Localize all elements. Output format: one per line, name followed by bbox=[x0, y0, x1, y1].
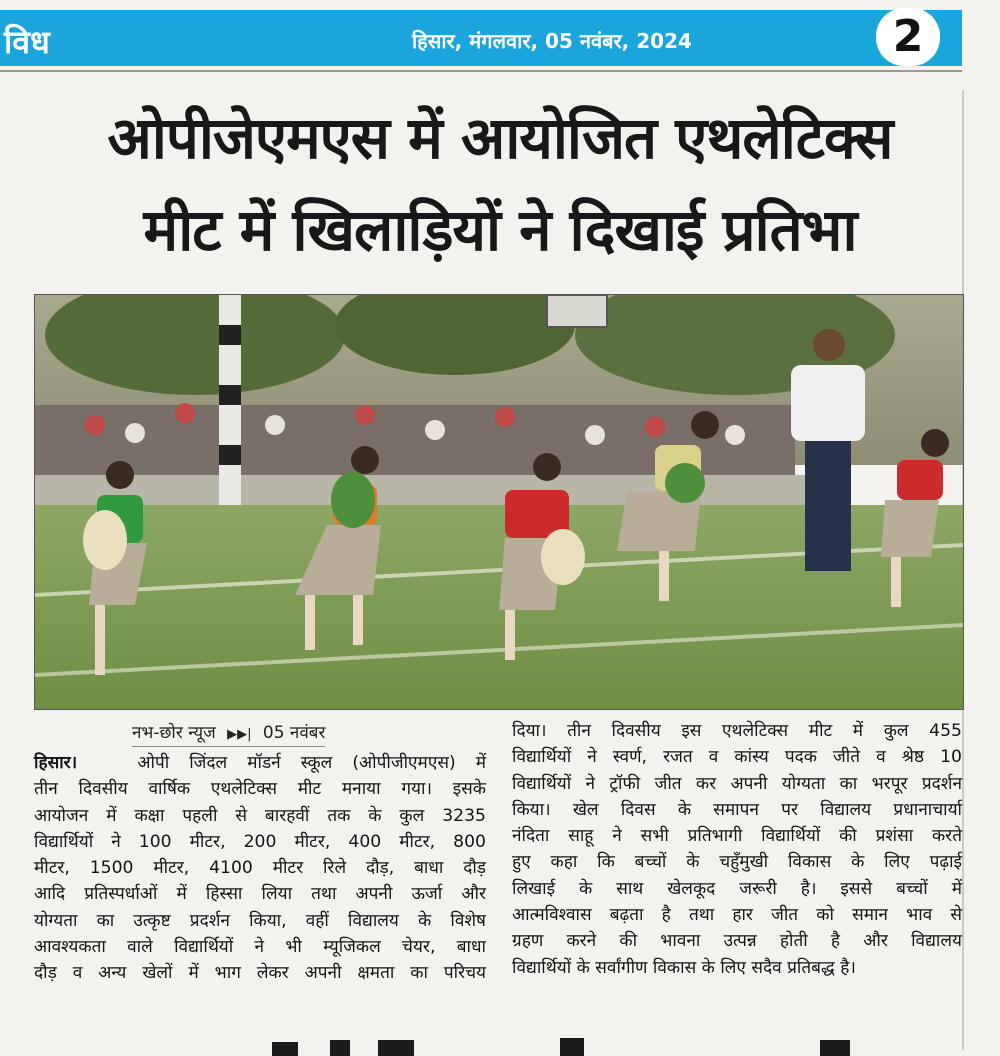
body-line: विद्यार्थियों ने स्वर्ण, रजत व कांस्य पदक जीते व श्रेष्ठ 10 bbox=[512, 747, 962, 768]
body-line: आदि प्रतिस्पर्धाओं में हिस्सा लिया तथा अपनी ऊर्जा और bbox=[34, 884, 486, 905]
body-line: दौड़ व अन्य खेलों में भाग लेकर अपनी क्षमता का परिचय bbox=[34, 963, 486, 984]
body-line: योग्यता का उत्कृष्ट प्रदर्शन किया, वहीं विद्यालय के विशेष bbox=[34, 910, 486, 931]
body-line: आयोजन में कक्षा पहली से बारहवीं तक के कुल 3235 bbox=[34, 805, 486, 826]
body-line: ग्रहण करने की भावना उत्पन्न होती है और विद्यालय bbox=[512, 931, 962, 952]
body-line: आवश्यकता वाले विद्यार्थियों ने भी म्यूजिकल चेयर, बाधा bbox=[34, 937, 486, 958]
fast-forward-icon: ▶▶| bbox=[227, 727, 252, 742]
byline-date: 05 नवंबर bbox=[262, 723, 326, 743]
body-line: विद्यार्थियों के सर्वांगीण विकास के लिए सदैव प्रतिबद्ध है। bbox=[512, 957, 856, 978]
body-line: दिया। तीन दिवसीय इस एथलेटिक्स मीट में कुल 455 bbox=[512, 721, 962, 741]
masthead-rule bbox=[0, 70, 962, 72]
body-line: लिखाई के साथ खेलकूद जरूरी है। इससे बच्चों में bbox=[512, 878, 962, 899]
article-photo bbox=[34, 294, 964, 710]
body-line: विद्यार्थियों ने ट्रॉफी जीत कर अपनी योग्यता का भरपूर प्रदर्शन bbox=[512, 773, 962, 794]
body-line: आत्मविश्वास बढ़ता है तथा हार जीत को समान भाव से bbox=[512, 905, 962, 926]
article-body-left-column bbox=[34, 750, 486, 987]
headline-line-2: मीट में खिलाड़ियों ने दिखाई प्रतिभा bbox=[143, 196, 857, 264]
body-line: हुए कहा कि बच्चों के चहुँमुखी विकास के लिए पढ़ाई bbox=[512, 852, 962, 873]
body-line: हिसार। ओपी जिंदल मॉडर्न स्कूल (ओपीजीएमएस) में bbox=[34, 753, 486, 773]
body-line: विद्यार्थियों ने 100 मीटर, 200 मीटर, 400 मीटर, 800 bbox=[34, 831, 486, 852]
body-line: तीन दिवसीय वार्षिक एथलेटिक्स मीट मनाया गया। इसके bbox=[34, 779, 486, 800]
body-line: किया। खेल दिवस के समापन पर विद्यालय प्रधानाचार्या bbox=[512, 799, 962, 820]
masthead-dateline: हिसार, मंगलवार, 05 नवंबर, 2024 bbox=[412, 29, 692, 53]
next-article-headline-fragment bbox=[0, 1036, 1000, 1056]
article-byline bbox=[132, 720, 325, 747]
body-line: नंदिता साहू ने सभी प्रतिभागी विद्यार्थियों की प्रशंसा करते bbox=[512, 826, 962, 847]
byline-source: नभ-छोर न्यूज bbox=[132, 723, 216, 743]
article-headline bbox=[20, 92, 980, 276]
body-line: मीटर, 1500 मीटर, 4100 मीटर रिले दौड़, बाधा दौड़ bbox=[34, 858, 486, 879]
section-name: विध bbox=[4, 23, 50, 61]
article-body-right-column bbox=[512, 718, 962, 981]
headline-line-1: ओपीजेएमएस में आयोजित एथलेटिक्स bbox=[107, 104, 893, 172]
page-number: 2 bbox=[876, 8, 940, 66]
masthead-band bbox=[0, 10, 962, 66]
dateline-word: हिसार। bbox=[34, 753, 78, 773]
